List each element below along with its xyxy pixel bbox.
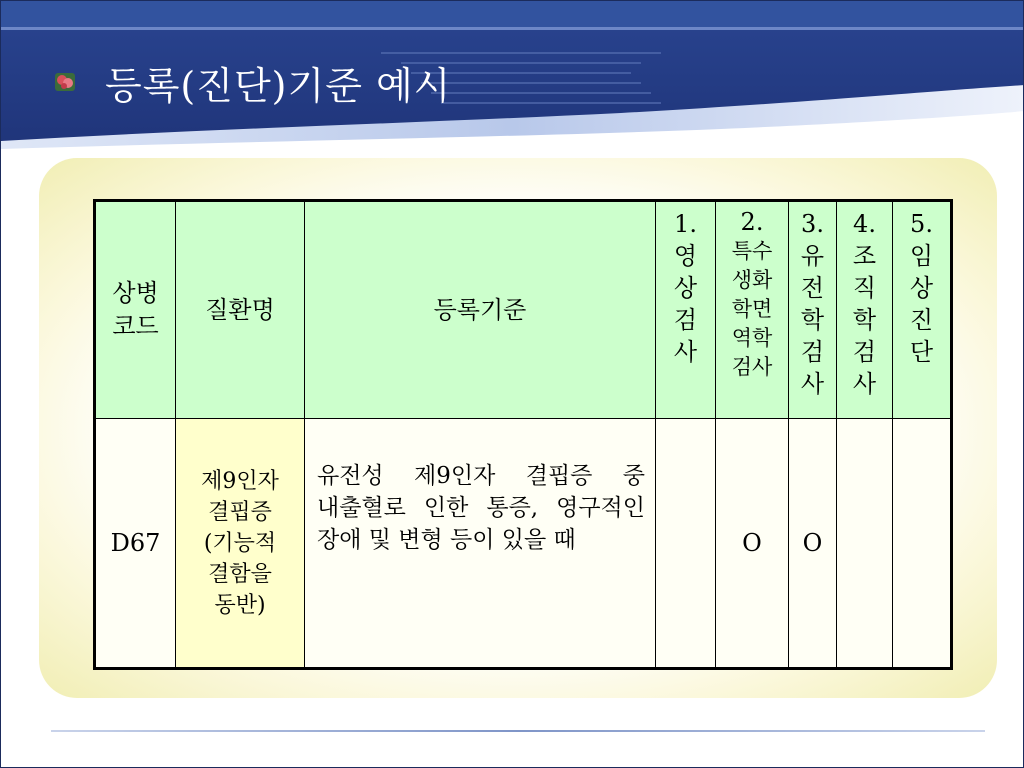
flower-bullet-icon bbox=[53, 71, 77, 93]
header-clinical-diagnosis: 5. 임 상 진 단 bbox=[893, 201, 952, 419]
header-disease: 질환명 bbox=[176, 201, 305, 419]
cell-genetic-test: O bbox=[789, 419, 837, 669]
table-row bbox=[95, 419, 952, 669]
cell-code: D67 bbox=[95, 419, 176, 669]
registration-criteria-table bbox=[93, 199, 953, 670]
cell-biochem-test: O bbox=[716, 419, 789, 669]
header-imaging-test: 1. 영 상 검 사 bbox=[656, 201, 716, 419]
cell-imaging-test bbox=[656, 419, 716, 669]
cell-criteria: 유전성 제9인자 결핍증 중 내출혈로 인한 통증, 영구적인 장애 및 변형 등이 있을 때 bbox=[305, 419, 656, 669]
cell-histology-test bbox=[837, 419, 893, 669]
cell-disease: 제9인자 결핍증 (기능적 결함을 동반) bbox=[176, 419, 305, 669]
header-biochem-test: 2. 특수 생화 학면 역학 검사 bbox=[716, 201, 789, 419]
slide-title: 등록(진단)기준 예시 bbox=[105, 64, 452, 108]
footer-divider bbox=[51, 730, 985, 732]
header-criteria: 등록기준 bbox=[305, 201, 656, 419]
cell-clinical-diagnosis bbox=[893, 419, 952, 669]
header-histology-test: 4. 조 직 학 검 사 bbox=[837, 201, 893, 419]
header-code: 상병 코드 bbox=[95, 201, 176, 419]
table-header-row bbox=[95, 201, 952, 419]
header-genetic-test: 3. 유 전 학 검 사 bbox=[789, 201, 837, 419]
